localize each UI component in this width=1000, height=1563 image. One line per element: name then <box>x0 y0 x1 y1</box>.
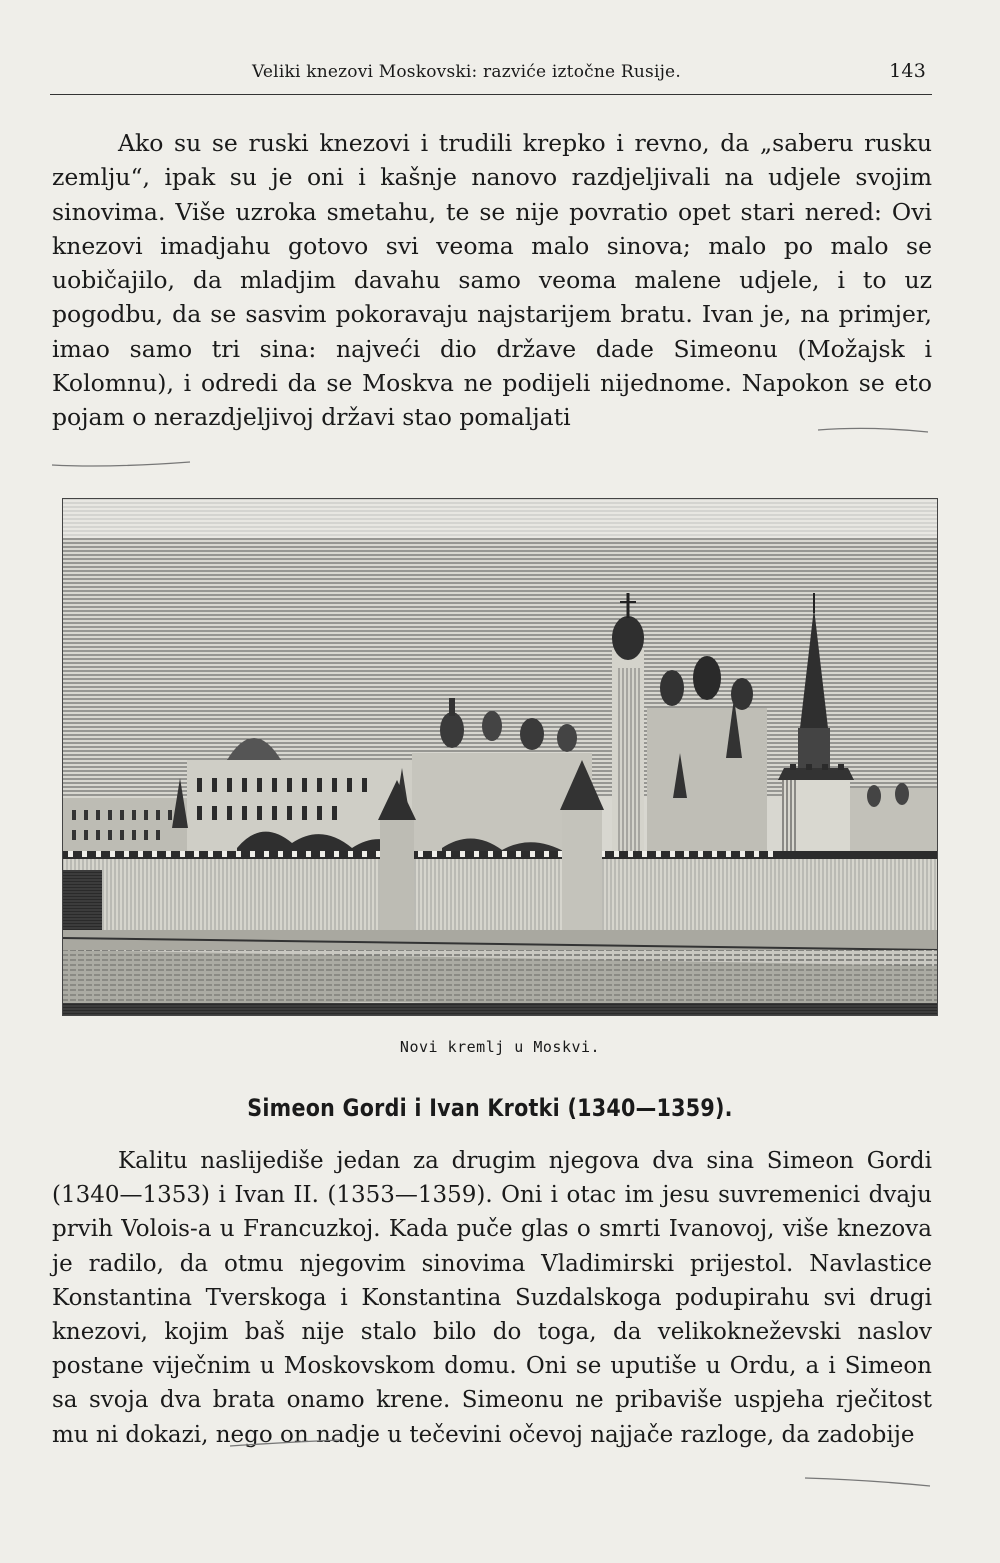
paragraph-1: Ako su se ruski knezovi i trudili krepko i revno, da „saberu rusku zemlju“, ipak su je oni i kašnje nanovo razdjeljivali na udjele svojim sinovima. Više uzroka smetahu, te se nije povratio opet stari nered: Ovi knezovi imadjahu gotovo svi veoma malo sinova; malo po malo se uobičajilo, da mladjim davahu samo veoma malene udjele, i to uz pogodbu, da se sasvim pokoravaju najstarijem bratu. Ivan je, na primjer, imao samo tri sina: najveći dio države dade Simeonu (Možajsk i Kolomnu), i odredi da se Moskva ne podijeli nijednome. Napokon se eto pojam o nerazdjeljivoj državi stao pomaljati <box>52 129 932 432</box>
running-title: Veliki knezovi Moskovski: razviće iztočne Rusije. <box>252 62 681 82</box>
page-number: 143 <box>889 60 926 82</box>
figure-caption: Novi kremlj u Moskvi. <box>399 1038 601 1056</box>
paragraph-2: Kalitu naslijediše jedan za drugim njegova dva sina Simeon Gordi (1340—1353) i Ivan II. (1353—1359). Oni i otac im jesu suvremenici dvaju prvih Volois-a u Francuzkoj. Kada puče glas o smrti Ivanovoj, više knezova je radilo, da otmu njegovim sinovima Vladimirski prijestol. Navlastice Konstantina Tverskoga i Konstantina Suzdalskoga podupirahu svi drugi knezovi, kojim baš nije stalo bilo do toga, da velikokneževski naslov postane viječnim u Moskovskom domu. Oni se uputiše u Ordu, a i Simeon sa svoja dva brata onamo krene. Simeonu ne pribaviše uspjeha rječitost mu ni dokazi, nego on nadje u tečevini očevoj najjače razloge, da zadobije <box>52 1148 932 1448</box>
kremlin-engraving <box>62 498 938 1016</box>
section-heading: Simeon Gordi i Ivan Krotki (1340—1359). <box>247 1094 733 1122</box>
running-header <box>252 62 932 82</box>
header-rule <box>50 94 932 95</box>
